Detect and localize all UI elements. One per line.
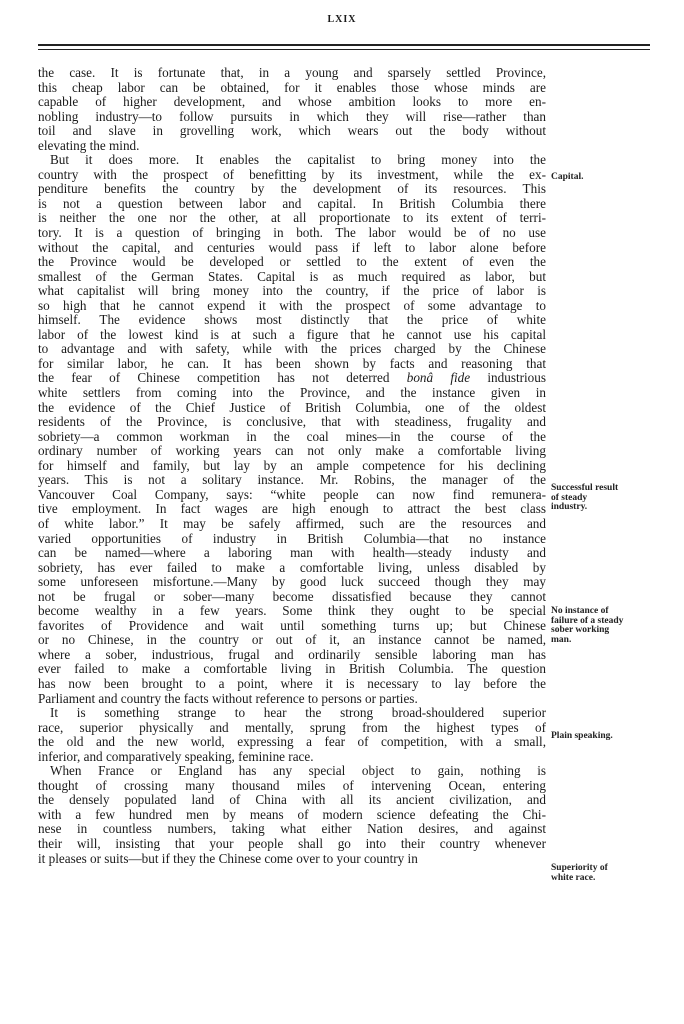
text-line: the case. It is fortunate that, in a young and sparsely settled Province, [38, 65, 546, 80]
text-line: not be frugal or sober—many become dissatisfied because they cannot [38, 588, 546, 604]
margin-note-successful-result [551, 484, 661, 513]
margin-note-line: man. [551, 634, 572, 645]
text-line: where a sober, industrious, frugal and ordinarily sensible laboring man has [38, 646, 546, 662]
text-line: It is something strange to hear the strong broad-shouldered superior [50, 705, 546, 721]
margin-note-line: Successful result [551, 483, 619, 493]
header-rule-thick [38, 44, 650, 46]
text-line: the Province would be developed or settled to the extent of even the [38, 254, 546, 270]
text-line: smallest of the German States. Capital is as much required as labor, but [38, 268, 546, 284]
text-line: white settlers from coming into the Province, and the instance given in [38, 385, 546, 401]
margin-note-capital [551, 173, 661, 183]
text-line: it pleases or suits—but if they the Chinese come over to your country in [38, 850, 418, 866]
margin-note-plain-speaking [551, 732, 661, 742]
text-line: ordinary number of working years can not only make a comfortable living [38, 443, 546, 459]
text-line: with a few hundred men by means of modern science defeating the Chi- [38, 806, 546, 822]
text-line: sobriety, has ever failed to make a comfortable living, unless disabled by [38, 559, 546, 575]
text-line: can be named—where a laboring man with health—steady industy and [38, 545, 546, 561]
text-line: nese in countless numbers, taking what either Nation desires, and against [38, 821, 546, 837]
text-line: tive employment. In fact wages are high enough to attract the best class [38, 501, 546, 517]
text-line: this cheap labor can be obtained, for it enables those whose minds are [38, 79, 546, 95]
margin-note-superiority [551, 864, 661, 883]
text-line: tory. It is a question of bringing in both. The labor would be of no use [38, 225, 546, 241]
text-line: for similar labor, he can. It has been shown by facts and reasoning that [38, 355, 546, 371]
text-line: is not a question between labor and capital. In British Columbia there [38, 195, 546, 211]
text-line: himself. The evidence shows most distinctly that the price of white [38, 312, 546, 328]
text-line: the evidence of the Chief Justice of British Columbia, one of the oldest [38, 399, 546, 415]
text-line: nobling industry—to follow pursuits in which they will rise—rather than [38, 108, 546, 124]
text-line: capable of higher development, and whose ambition looks to more en- [38, 94, 546, 110]
margin-note-line: sober working [551, 625, 610, 635]
text-line: elevating the mind. [38, 137, 140, 153]
margin-note-line: Superiority of [551, 863, 608, 873]
text-line: the old and the new world, expressing a fear of competition, with a small, [38, 734, 546, 750]
text-line: favorites of Providence and wait until something turns up; but Chinese [38, 617, 546, 633]
text-line: residents of the Province, is conclusive, that with steadiness, frugality and [38, 414, 546, 430]
text-line: thought of crossing many thousand miles of intervening Ocean, entering [38, 777, 546, 793]
text-line: Vancouver Coal Company, says: “white people can now find remunera- [38, 486, 546, 502]
margin-note-line: Capital. [551, 172, 584, 182]
text-line: become wealthy in a few years. Some think they ought to be special [38, 603, 546, 619]
margin-note-no-instance [551, 607, 661, 645]
text-line: But it does more. It enables the capitalist to bring money into the [50, 152, 546, 168]
margin-note-line: white race. [551, 872, 596, 883]
text-line: sobriety—a common workman in the coal mines—in the course of the [38, 428, 546, 444]
margin-note-line: No instance of [551, 606, 609, 616]
text-line: of white labor.” It may be safely affirmed, such are the resources and [38, 515, 546, 531]
margin-note-line: of steady [551, 492, 588, 503]
text-line: race, superior physically and mentally, sprung from the highest types of [38, 719, 546, 735]
text-line: When France or England has any special object to gain, nothing is [50, 763, 546, 779]
page-number: LXIX [327, 14, 357, 25]
text-line: toil and slave in grovelling work, which wears out the body without [38, 123, 546, 139]
text-line: the fear of Chinese competition has not deterred bonâ fide industrious [38, 370, 546, 386]
text-line: to advantage and with safety, while with the prices charged by the Chinese [38, 341, 546, 357]
text-line: their will, insisting that your people shall go into their country whenever [38, 835, 546, 851]
italic-phrase: bonâ fide [406, 370, 471, 386]
text-line: country with the prospect of benefitting by its investment, while the ex- [38, 166, 546, 182]
text-line: Parliament and country the facts without reference to persons or parties. [38, 690, 418, 706]
text-line: penditure benefits the country by the development of its resources. This [38, 181, 546, 197]
text-line: ever failed to make a comfortable living in British Columbia. The question [38, 661, 546, 677]
text-line: is neither the one nor the other, at all proportionate to its extent of terri- [38, 210, 546, 226]
text-line: inferior, and comparatively speaking, feminine race. [38, 748, 314, 764]
text-line: the densely populated land of China with all its ancient civilization, and [38, 792, 546, 808]
text-line: or no Chinese, in the country or out of it, an instance cannot be named, [38, 632, 546, 648]
text-line: some unforeseen misfortune.—Many by good luck succeed though they may [38, 574, 546, 590]
text-line: what capitalist will bring money into the country, if the price of labor is [38, 283, 546, 299]
text-line: labor of the lowest kind is at such a figure that he cannot use his capital [38, 326, 546, 342]
text-line: years. This is not a solitary instance. Mr. Robins, the manager of the [38, 472, 546, 488]
text-line: without the capital, and centuries would pass if left to labor alone before [38, 239, 546, 255]
text-line: has now been brought to a point, where it is necessary to lay before the [38, 675, 546, 691]
text-line: so high that he cannot expend it with the prospect of some advantage to [38, 297, 546, 313]
text-line: varied opportunities of industry in British Columbia—that no instance [38, 530, 546, 546]
text-line: for himself and family, but lay by an ample competence for his declining [38, 457, 546, 473]
body-text [38, 66, 546, 866]
margin-note-line: Plain speaking. [551, 731, 613, 741]
margin-note-line: industry. [551, 502, 588, 512]
margin-note-line: failure of a steady [551, 615, 624, 626]
header-rule-thin [38, 49, 650, 50]
